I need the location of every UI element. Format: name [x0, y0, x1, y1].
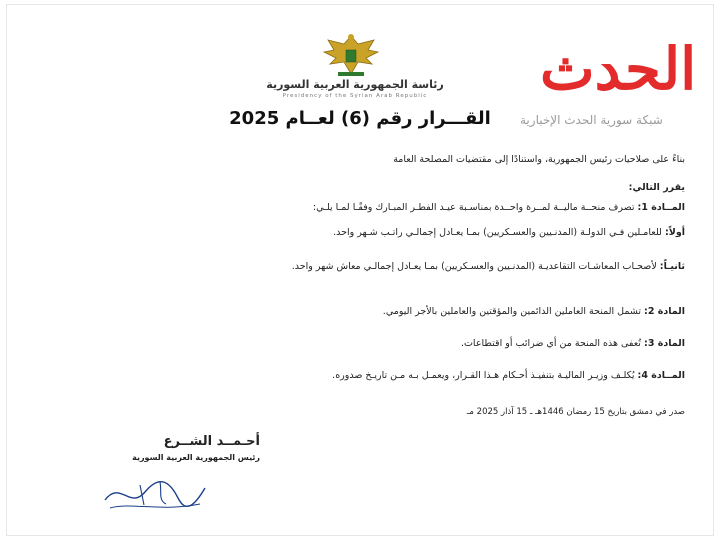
article-4 — [130, 368, 685, 384]
decides-heading: يقرر التالي: — [628, 182, 685, 193]
article-3-text: تُعفى هذه المنحة من أي ضرائب أو اقتطاعات. — [460, 338, 641, 349]
watermark-tagline: شبكة سورية الحدث الإخبارية — [520, 113, 663, 127]
article-2-label: المادة 2: — [644, 306, 685, 317]
clause-second-label: ثانيـاً: — [659, 261, 685, 272]
handwritten-signature-icon — [100, 470, 210, 520]
article-4-label: المــادة 4: — [637, 370, 685, 381]
article-3 — [130, 336, 685, 352]
clause-first — [130, 225, 685, 241]
clause-first-label: أولاً: — [664, 227, 685, 238]
syrian-eagle-emblem-icon — [320, 30, 382, 80]
watermark-brand-logo: الحدث — [540, 35, 697, 103]
clause-first-text: للعامـلين فـي الدولـة (المدنـيين والعسـكريين) بمـا يعـادل إجمالـي راتـب شـهر واحد. — [333, 227, 662, 238]
issue-date-line: صدر في دمشق بتاريخ 15 رمضان 1446هـ ـ 15 آذار 2025 مـ — [466, 407, 685, 417]
signatory-title: رئيس الجمهورية العربية السورية — [132, 453, 260, 462]
article-2-text: تشمل المنحة العاملين الدائمين والمؤقتين والعاملين بالأجر اليومي. — [382, 306, 641, 317]
preamble: بناءً على صلاحيات رئيس الجمهورية، واستنادًا إلى مقتضيات المصلحة العامة — [393, 154, 685, 165]
presidency-heading-en: Presidency of the Syrian Arab Republic — [282, 93, 428, 99]
signatory-name: أحـمــد الشــرع — [163, 434, 260, 449]
article-1 — [130, 200, 685, 216]
clause-second — [130, 259, 685, 275]
article-1-label: المــادة 1: — [637, 202, 685, 213]
article-1-text: تصرف منحــة ماليــة لمــرة واحــدة بمناسـبة عيـد الفطـر المبـارك وفقًـا لمـا يلـي: — [312, 202, 635, 213]
presidency-heading-ar: رئاسة الجمهورية العربية السورية — [266, 78, 444, 91]
clause-second-text: لأصحـاب المعاشـات التقاعديـة (المدنـيين والعسـكريين) بمـا يعـادل إجمالـي معاش شهر واحد. — [291, 261, 657, 272]
article-2 — [130, 304, 685, 320]
decree-title: القـــرار رقم (6) لعــام 2025 — [229, 108, 491, 129]
article-4-text: يُكلـف وزيـر الماليـة بتنفيـذ أحـكام هـذا القـرار، ويعمـل بـه مـن تاريـخ صدوره. — [332, 370, 635, 381]
article-3-label: المادة 3: — [644, 338, 685, 349]
